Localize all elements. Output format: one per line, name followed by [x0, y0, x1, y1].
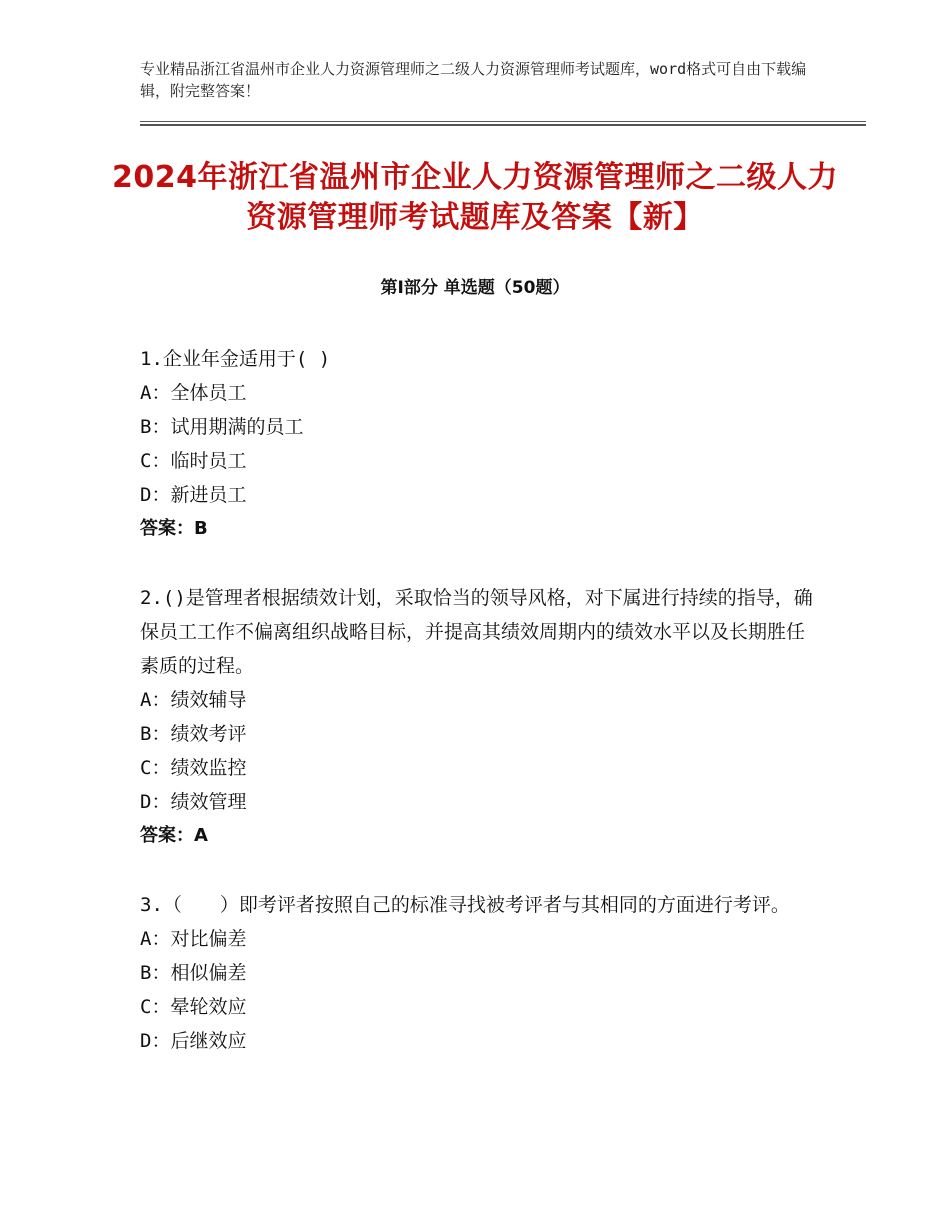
option-d: D：后继效应: [140, 1030, 247, 1052]
answer: 答案：B: [140, 518, 208, 539]
option-a: A：对比偏差: [140, 928, 247, 950]
option-c: C：晕轮效应: [140, 996, 247, 1018]
option-b: B：相似偏差: [140, 962, 247, 984]
question-1: [140, 342, 820, 546]
option-a: A：全体员工: [140, 382, 247, 404]
question-stem: 3.（ ）即考评者按照自己的标准寻找被考评者与其相同的方面进行考评。: [140, 894, 790, 916]
question-stem: 1.企业年金适用于( ): [140, 348, 331, 370]
answer: 答案：A: [140, 825, 208, 846]
question-stem: 2.()是管理者根据绩效计划，采取恰当的领导风格，对下属进行持续的指导，确保员工工作不偏离组织战略目标，并提高其绩效周期内的绩效水平以及长期胜任素质的过程。: [140, 587, 813, 677]
option-b: B：试用期满的员工: [140, 416, 304, 438]
header-divider: [140, 121, 866, 122]
option-c: C：绩效监控: [140, 757, 247, 779]
section-title: 第Ⅰ部分 单选题（50题）: [380, 278, 570, 298]
question-2: [140, 581, 820, 853]
document-title: 2024年浙江省温州市企业人力资源管理师之二级人力资源管理师考试题库及答案【新】: [112, 160, 838, 235]
option-d: D：新进员工: [140, 484, 247, 506]
header-note: 专业精品浙江省温州市企业人力资源管理师之二级人力资源管理师考试题库，word格式可自由下载编辑，附完整答案！: [140, 60, 807, 100]
header-divider-thick: [140, 124, 866, 126]
option-c: C：临时员工: [140, 450, 247, 472]
question-list: [140, 342, 820, 1093]
option-d: D：绩效管理: [140, 791, 247, 813]
question-3: [140, 888, 820, 1058]
option-b: B：绩效考评: [140, 723, 247, 745]
option-a: A：绩效辅导: [140, 689, 247, 711]
